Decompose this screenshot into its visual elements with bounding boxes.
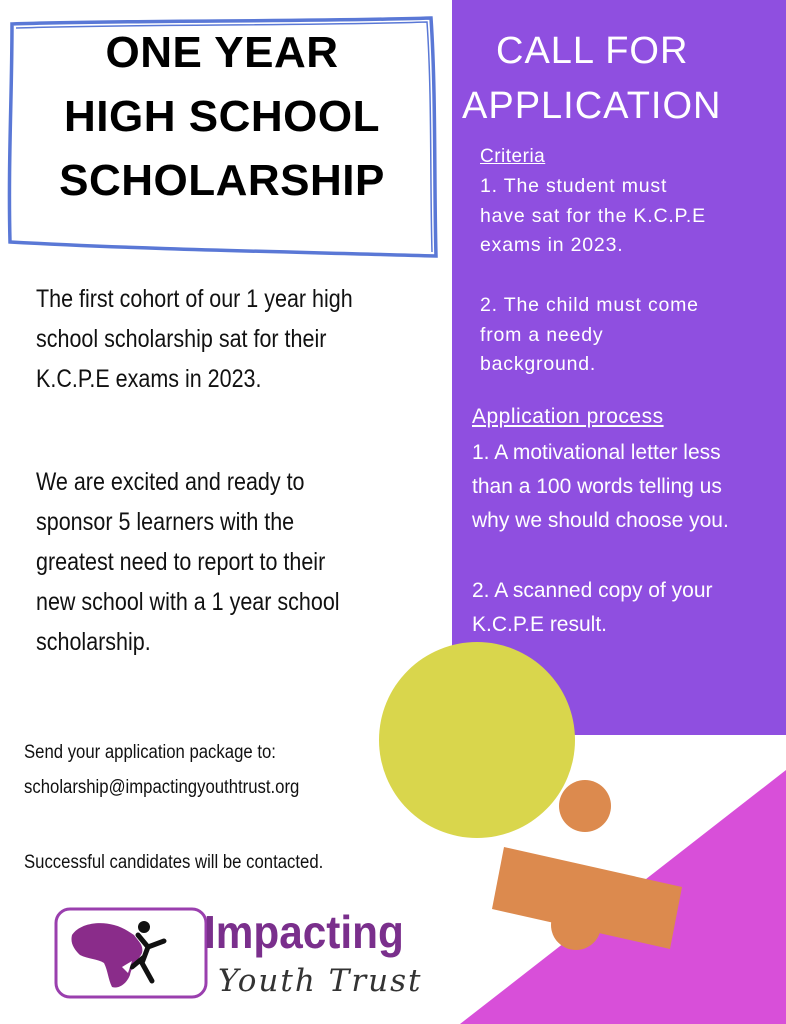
criteria-item-1-line-2: have sat for the K.C.P.E [480,205,706,227]
process-item-1-line-3: why we should choose you. [472,509,729,532]
criteria-heading: Criteria [480,146,546,167]
intro-para-2-line-5: scholarship. [36,628,151,656]
process-heading: Application process [472,405,664,428]
title-line-3: SCHOLARSHIP [59,156,385,205]
intro-para-1-line-3: K.C.P.E exams in 2023. [36,365,262,393]
intro-para-1-line-2: school scholarship sat for their [36,325,327,353]
title-line-2: HIGH SCHOOL [64,92,380,141]
logo [52,905,442,1005]
title-line-1: ONE YEAR [105,28,339,77]
selection-note: Successful candidates will be contacted. [24,852,324,873]
process-item-1-line-1: 1. A motivational letter less [472,441,721,464]
criteria-item-1-line-1: 1. The student must [480,175,668,197]
criteria-item-1-line-3: exams in 2023. [480,234,624,256]
process-item-2-line-1: 2. A scanned copy of your [472,579,713,602]
orange-circle-bottom [551,900,601,950]
process-item-1-line-2: than a 100 words telling us [472,475,722,498]
intro-para-2-line-2: sponsor 5 learners with the [36,508,295,536]
yellow-circle [377,640,577,840]
criteria-item-2-line-1: 2. The child must come [480,294,699,316]
title-box [6,14,438,260]
intro-para-2-line-4: new school with a 1 year school [36,588,340,616]
call-heading-line-1: CALL FOR [496,30,689,72]
africa-logo-icon [52,905,212,1001]
contact-email[interactable]: scholarship@impactingyouthtrust.org [24,777,300,798]
call-heading-line-2: APPLICATION [462,85,722,127]
send-label: Send your application package to: [24,742,276,763]
criteria-item-2-line-2: from a needy [480,324,604,346]
intro-para-2-line-1: We are excited and ready to [36,468,305,496]
criteria-item-2-line-3: background. [480,353,597,375]
logo-name-line-2: Youth Trust [218,963,423,999]
intro-para-1-line-1: The first cohort of our 1 year high [36,285,353,313]
process-item-2-line-2: K.C.P.E result. [472,613,608,636]
logo-name-line-1: Impacting [204,906,404,958]
intro-para-2-line-3: greatest need to report to their [36,548,326,576]
